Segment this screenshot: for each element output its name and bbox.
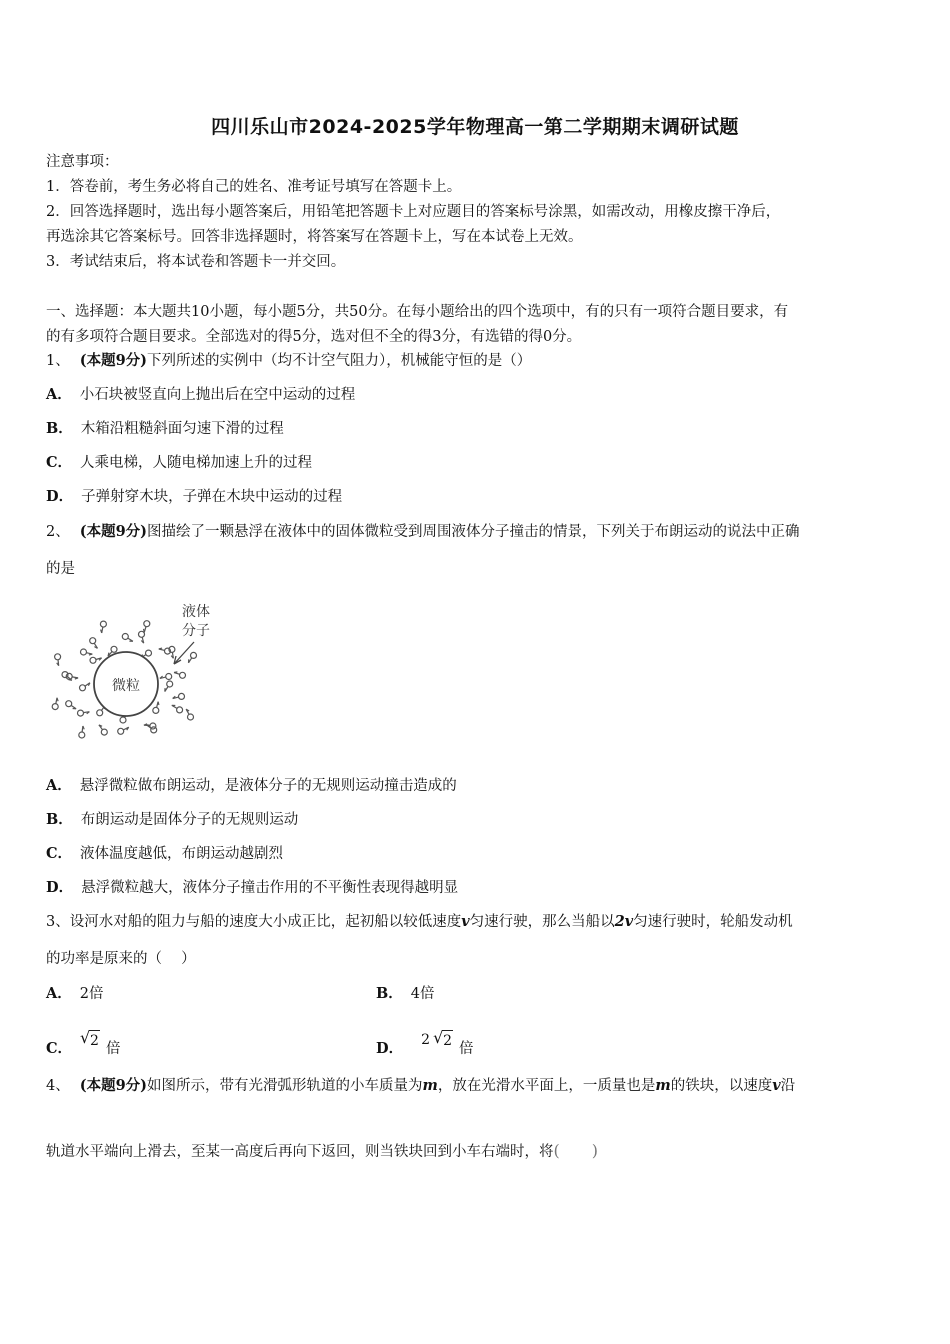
liquid-molecule: [191, 652, 197, 658]
liquid-molecule: [52, 704, 58, 710]
option-label: D．: [376, 1040, 404, 1057]
var-v: v: [772, 1077, 781, 1094]
question-2-option-c[interactable]: [46, 844, 283, 864]
var-m: m: [422, 1077, 438, 1094]
option-text: 子弹射穿木块，子弹在木块中运动的过程: [81, 489, 343, 505]
liquid-molecule: [139, 631, 145, 637]
question-text-d: 沿: [780, 1078, 796, 1094]
liquid-molecule: [90, 638, 96, 644]
question-text-b: 匀速行驶，那么当船以: [469, 914, 615, 930]
question-1-option-b[interactable]: [46, 419, 284, 439]
question-text: 图描绘了一颗悬浮在液体中的固体微粒受到周围液体分子撞击的情景，下列关于布朗运动的说法中正确: [147, 524, 800, 540]
liquid-molecule: [55, 654, 61, 660]
question-number: 3、: [46, 914, 70, 930]
question-text-a: 如图所示，带有光滑弧形轨道的小车质量为: [147, 1078, 423, 1094]
molecule-arrow-head: [69, 680, 72, 681]
option-text: 液体温度越低，布朗运动越剧烈: [80, 846, 284, 862]
option-label: C．: [46, 1040, 73, 1057]
question-3-option-c[interactable]: [46, 1030, 120, 1059]
liquid-molecule: [166, 674, 172, 680]
option-label: B．: [46, 811, 73, 828]
sqrt-radicand: 2: [442, 1030, 453, 1051]
liquid-molecule: [122, 634, 128, 640]
molecule-arrow-head: [108, 653, 109, 656]
liquid-molecule: [90, 657, 96, 663]
molecule-arrow-head: [101, 630, 102, 633]
molecule-arrow-head: [89, 654, 92, 655]
option-label: C．: [46, 454, 73, 471]
question-number: 4、: [46, 1078, 70, 1094]
notice-item-2-cont: 再选涂其它答案标号。回答非选择题时，将答案写在答题卡上，写在本试卷上无效。: [46, 229, 583, 245]
option-text: 悬浮微粒越大，液体分子撞击作用的不平衡性表现得越明显: [81, 880, 459, 896]
sqrt-expression: [421, 1028, 453, 1051]
liquid-molecule: [167, 681, 173, 687]
option-label: B．: [46, 420, 73, 437]
section-header-line2: 的有多项符合题目要求。全部选对的得5分，选对但不全的得3分，有选错的得0分。: [46, 329, 582, 345]
question-2-option-a[interactable]: [46, 776, 457, 796]
question-1-stem: [46, 351, 531, 371]
question-text-a: 设河水对船的阻力与船的速度大小成正比，起初船以较低速度: [69, 914, 462, 930]
notice-heading: 注意事项：: [46, 154, 119, 170]
question-number: 1、: [46, 353, 70, 369]
liquid-molecule: [79, 732, 85, 738]
molecule-arrow-head: [158, 702, 159, 705]
option-text: 人乘电梯，人随电梯加速上升的过程: [80, 455, 313, 471]
liquid-molecule: [101, 729, 107, 735]
question-score-tag: (本题9分): [79, 523, 148, 540]
liquid-molecule: [78, 710, 84, 716]
question-2-option-d[interactable]: [46, 878, 458, 898]
option-label: A．: [46, 985, 72, 1002]
question-3-stem: [46, 912, 793, 932]
option-label: D．: [46, 879, 74, 896]
option-label: C．: [46, 845, 73, 862]
liquid-molecule: [118, 728, 124, 734]
question-3-option-d[interactable]: [376, 1030, 474, 1059]
liquid-molecule: [153, 707, 159, 713]
question-text: 轨道水平端向上滑去，至某一高度后再向下返回，则当铁块回到小车右端时，将: [46, 1144, 554, 1160]
option-text: 木箱沿粗糙斜面匀速下滑的过程: [80, 421, 284, 437]
particle-label: 微粒: [112, 678, 140, 694]
option-text: 小石块被竖直向上抛出后在空中运动的过程: [79, 387, 356, 403]
option-label: D．: [46, 488, 74, 505]
molecule-arrow-head: [174, 672, 177, 673]
liquid-molecule: [144, 621, 150, 627]
liquid-molecule: [66, 701, 72, 707]
question-2-stem-cont: 的是: [46, 561, 75, 577]
molecule-label-line1: 液体: [182, 604, 210, 620]
liquid-molecule: [81, 649, 87, 655]
question-3-option-b[interactable]: [376, 984, 435, 1004]
question-score-tag: (本题9分): [79, 1077, 148, 1094]
liquid-molecule: [188, 714, 194, 720]
option-text: 倍: [459, 1041, 474, 1057]
question-text-c: 的铁块，以速度: [670, 1078, 773, 1094]
question-1-option-c[interactable]: [46, 453, 312, 473]
notice-item-1: 1．答卷前，考生务必将自己的姓名、准考证号填写在答题卡上。: [46, 179, 462, 195]
question-1-option-d[interactable]: [46, 487, 342, 507]
liquid-molecule: [177, 707, 183, 713]
liquid-molecule: [180, 672, 186, 678]
liquid-molecule: [97, 710, 103, 716]
option-label: B．: [376, 985, 403, 1002]
sqrt-radicand: 2: [89, 1030, 100, 1051]
sqrt-symbol-icon: √: [80, 1028, 91, 1047]
molecule-label-line2: 分子: [182, 623, 210, 639]
liquid-molecule: [120, 717, 126, 723]
option-label: A．: [46, 386, 72, 403]
notice-item-3: 3．考试结束后，将本试卷和答题卡一并交回。: [46, 254, 346, 270]
question-2-option-b[interactable]: [46, 810, 298, 830]
question-score-tag: (本题9分): [79, 352, 148, 369]
notice-item-2: 2．回答选择题时，选出每小题答案后，用铅笔把答题卡上对应题目的答案标号涂黑，如需改动，用橡皮擦干净后，: [46, 204, 781, 220]
question-1-option-a[interactable]: [46, 385, 355, 405]
var-v: v: [461, 913, 470, 930]
liquid-molecule: [146, 650, 152, 656]
option-text: 悬浮微粒做布朗运动，是液体分子的无规则运动撞击造成的: [79, 778, 457, 794]
question-text: 下列所述的实例中（均不计空气阻力），机械能守恒的是（）: [147, 353, 532, 369]
option-text: 2倍: [79, 986, 104, 1002]
liquid-molecule: [100, 621, 106, 627]
option-label: A．: [46, 777, 72, 794]
question-text-c: 匀速行驶时，轮船发动机: [633, 914, 793, 930]
answer-blank: ( ): [553, 1141, 598, 1160]
question-3-option-a[interactable]: [46, 984, 104, 1004]
liquid-molecule: [151, 727, 157, 733]
molecule-arrow-head: [144, 629, 145, 632]
var-2v: 2v: [614, 913, 634, 930]
option-text: 4倍: [410, 986, 435, 1002]
var-m: m: [655, 1077, 671, 1094]
brownian-motion-figure: [48, 598, 220, 748]
question-text-b: ，放在光滑水平面上，一质量也是: [437, 1078, 656, 1094]
liquid-molecule: [179, 693, 185, 699]
question-number: 2、: [46, 524, 70, 540]
option-text: 布朗运动是固体分子的无规则运动: [80, 812, 299, 828]
molecule-arrow-head: [75, 678, 78, 679]
section-header-line1: 一、选择题：本大题共10小题，每小题5分，共50分。在每小题给出的四个选项中，有的只有一项符合题目要求，有: [46, 304, 789, 320]
sqrt-coefficient: 2: [421, 1032, 430, 1048]
option-text: 倍: [105, 1041, 121, 1057]
question-3-stem-cont: 的功率是原来的（ ）: [46, 951, 196, 967]
question-4-stem: [46, 1076, 795, 1096]
question-4-stem-cont: [46, 1141, 598, 1162]
liquid-molecule: [80, 685, 86, 691]
molecule-arrow-head: [159, 648, 162, 649]
question-2-stem: [46, 522, 800, 542]
molecule-arrow-head: [57, 698, 58, 701]
sqrt-expression: [80, 1030, 100, 1051]
sqrt-symbol-icon: √: [433, 1028, 444, 1047]
exam-title: 四川乐山市2024-2025学年物理高一第二学期期末调研试题: [211, 116, 739, 138]
